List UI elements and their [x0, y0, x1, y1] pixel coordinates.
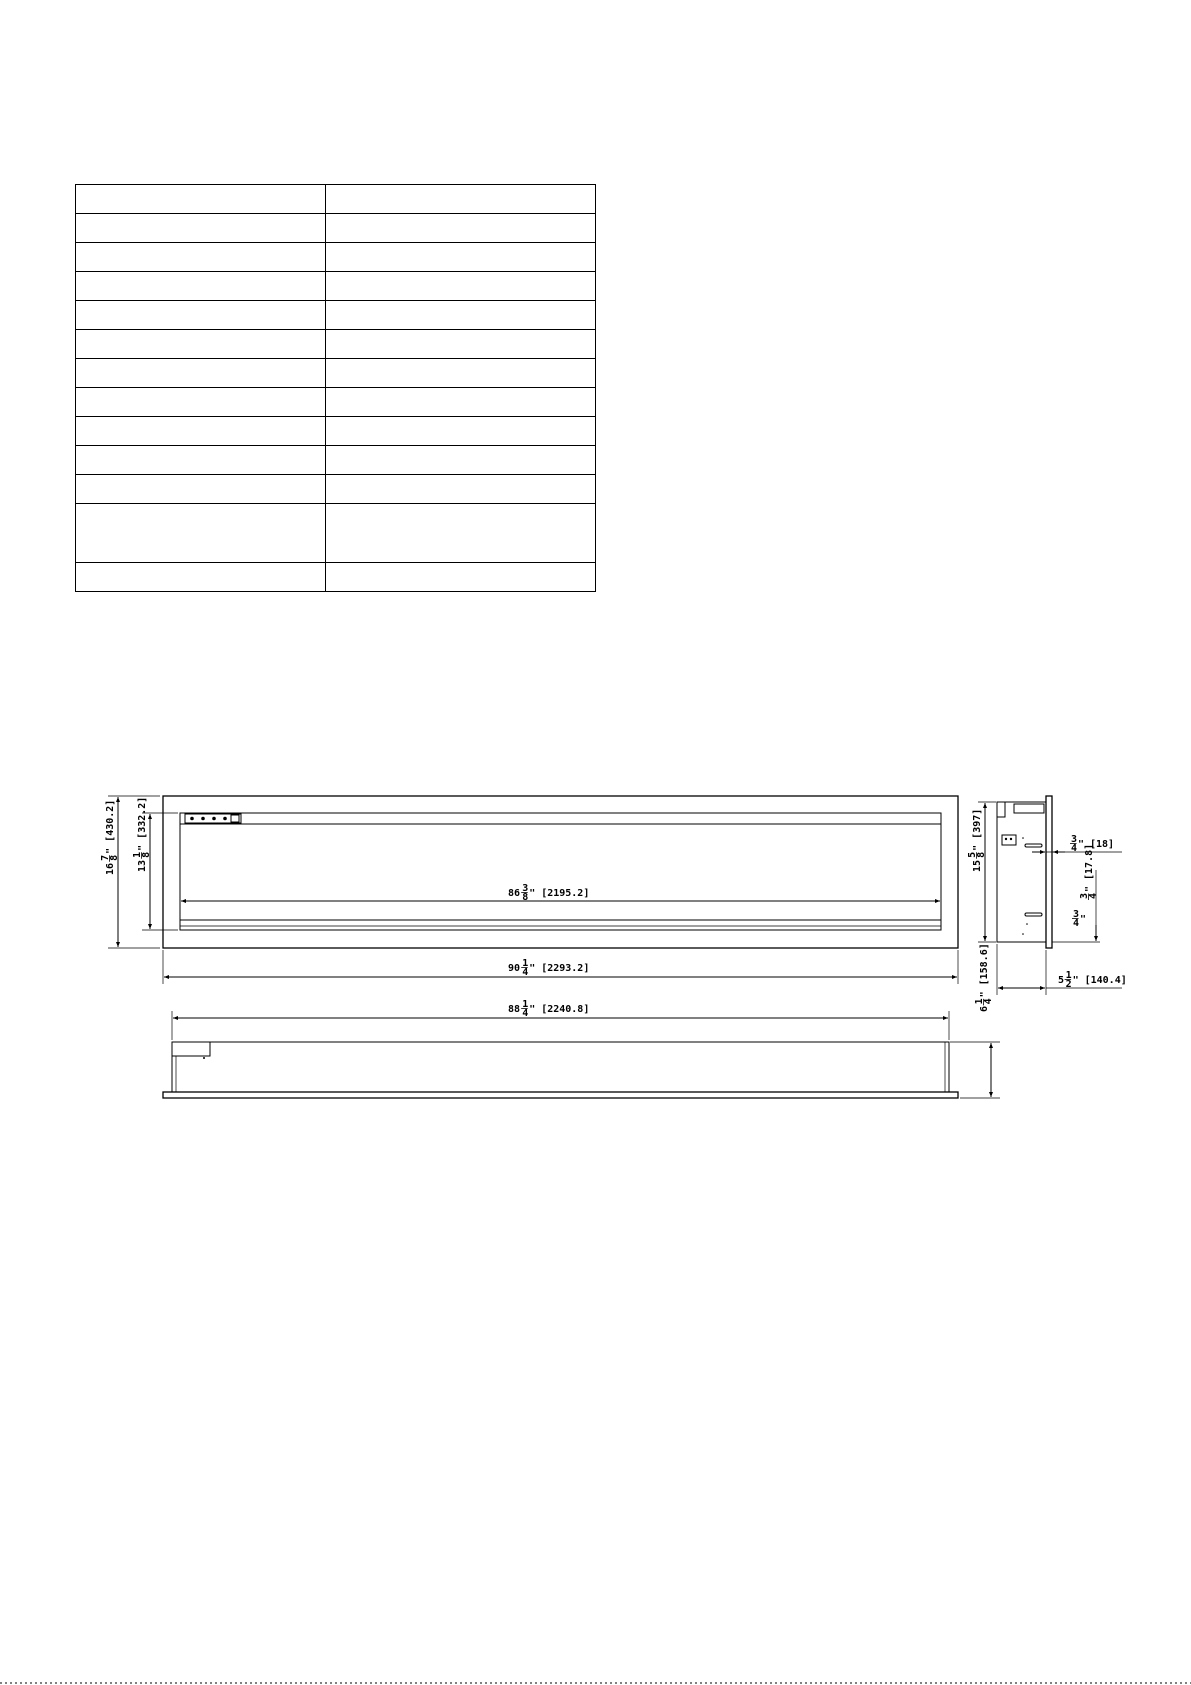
- dim-label-overall-height: [100, 800, 120, 875]
- dim-fraction-den: 4: [1071, 843, 1078, 854]
- dim-whole: 86: [508, 888, 521, 899]
- dim-fraction-num: 1: [974, 998, 985, 1005]
- svg-text:": ": [1084, 885, 1095, 892]
- dim-fraction-num: 3: [1073, 909, 1080, 920]
- dim-fraction-den: 4: [1088, 892, 1099, 899]
- dim-label-inner-height: [132, 797, 152, 872]
- side-view: [967, 796, 1127, 998]
- dim-metric: [2240.8]: [541, 1004, 590, 1015]
- front-view: [100, 796, 958, 984]
- dim-metric: [430.2]: [105, 799, 116, 842]
- dim-label-top-depth: [974, 943, 994, 1012]
- dim-metric: [332.2]: [137, 796, 148, 839]
- front-outer-frame: [163, 796, 958, 948]
- dim-whole: 88: [508, 1004, 521, 1015]
- dim-metric: [2195.2]: [541, 888, 590, 899]
- dim-fraction-den: 4: [1073, 918, 1080, 929]
- dim-fraction-num: 3: [1071, 834, 1078, 845]
- dim-label-side-height: [967, 809, 987, 872]
- dim-fraction-num: 1: [522, 999, 529, 1010]
- side-bracket-upper: [1025, 844, 1042, 847]
- svg-text:": ": [529, 963, 536, 974]
- svg-text:": ": [1080, 914, 1087, 925]
- dim-fraction-den: 4: [522, 1008, 529, 1019]
- dim-label-side-depth: [1058, 970, 1127, 990]
- top-front-flange: [163, 1092, 958, 1098]
- dim-fraction-num: 1: [132, 851, 143, 858]
- side-flange: [1046, 796, 1052, 948]
- side-terminal-box: [1002, 835, 1016, 845]
- dim-whole: 16: [105, 862, 116, 875]
- control-button-icon: [201, 817, 205, 821]
- dim-whole: 5: [1058, 975, 1065, 986]
- dim-label-top-width: [508, 999, 589, 1019]
- dim-whole: 13: [137, 859, 148, 872]
- dim-label-overall-width: [508, 958, 589, 978]
- dim-fraction-den: 8: [522, 892, 529, 903]
- control-button-icon: [212, 817, 216, 821]
- dim-metric: [140.4]: [1084, 975, 1127, 986]
- dim-fraction-den: 4: [983, 998, 994, 1005]
- svg-text:": ": [105, 847, 116, 854]
- dim-metric: [397]: [972, 808, 983, 839]
- dim-fraction-num: 7: [100, 854, 111, 861]
- dim-fraction-num: 1: [1065, 970, 1072, 981]
- top-body: [172, 1042, 949, 1092]
- dim-fraction-den: 8: [141, 851, 152, 858]
- side-bracket-lower: [1025, 913, 1042, 916]
- svg-text:": ": [137, 844, 148, 851]
- svg-text:": ": [1078, 839, 1085, 850]
- power-switch-icon: [231, 815, 239, 822]
- dim-fraction-num: 5: [967, 851, 978, 858]
- control-panel: [185, 814, 241, 823]
- control-button-icon: [190, 817, 194, 821]
- side-label-plate: [1014, 804, 1044, 813]
- svg-text:": ": [979, 991, 990, 998]
- dim-fraction-num: 1: [522, 958, 529, 969]
- dim-fraction-num: 3: [1079, 892, 1090, 899]
- dim-whole: 6: [979, 1005, 990, 1012]
- front-inner-opening: [180, 813, 941, 930]
- svg-text:": ": [529, 1004, 536, 1015]
- dim-label-lower-offset-fraction: [1072, 909, 1086, 929]
- svg-text:": ": [972, 844, 983, 851]
- dim-whole: 90: [508, 963, 521, 974]
- dim-fraction-den: 8: [976, 851, 987, 858]
- control-button-icon: [223, 817, 227, 821]
- dim-fraction-den: 2: [1065, 979, 1072, 990]
- side-body: [997, 802, 1046, 942]
- dim-fraction-num: 3: [522, 883, 529, 894]
- dim-fraction-den: 4: [522, 967, 529, 978]
- dim-metric: [17.8]: [1084, 843, 1095, 880]
- dim-fraction-den: 8: [109, 854, 120, 861]
- dim-whole: 15: [972, 859, 983, 872]
- dim-metric: [18]: [1090, 839, 1115, 850]
- dim-label-inner-width: [508, 883, 589, 903]
- dim-metric: [2293.2]: [541, 963, 590, 974]
- svg-text:": ": [1072, 975, 1079, 986]
- svg-text:": ": [529, 888, 536, 899]
- top-control-box: [172, 1042, 210, 1056]
- dim-metric: [158.6]: [979, 943, 990, 986]
